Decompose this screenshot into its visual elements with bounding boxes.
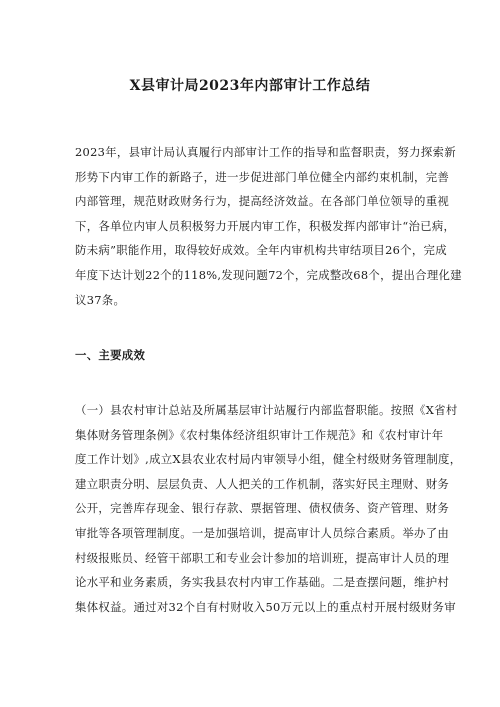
paragraph-line: 集体财务管理条例》《农村集体经济组织审计工作规范》和《农村审计年: [75, 427, 444, 442]
paragraph-line: （一）县农村审计总站及所属基层审计站履行内部监督职能。按照《X省村: [75, 403, 458, 417]
paragraph-line: 形势下内审工作的新路子，进一步促进部门单位健全内部约束机制，完善: [75, 169, 450, 184]
paragraph-line: 防未病”职能作用，取得较好成效。全年内审机构共审结项目26个，完成: [75, 243, 447, 258]
paragraph-line: 议37条。: [75, 292, 126, 307]
paragraph-line: 内部管理，规范财政财务行为，提高经济效益。在各部门单位领导的重视: [75, 194, 450, 209]
paragraph-line: 下，各单位内审人员积极努力开展内审工作，积极发挥内部审计“治已病，: [75, 218, 456, 233]
paragraph-line: 2023年，县审计局认真履行内部审计工作的指导和监督职责，努力探索新: [75, 145, 456, 159]
section-heading: 一、主要成效: [75, 348, 146, 362]
document-title: X县审计局2023年内部审计工作总结: [129, 78, 371, 94]
section1-paragraph: [75, 398, 462, 619]
paragraph-line: 建立职责分明、层层负责、人人把关的工作机制，落实好民主理财、财务: [75, 476, 450, 491]
paragraph-line: 集体权益。通过对32个自有村财收入50万元以上的重点村开展村级财务审: [75, 599, 456, 614]
paragraph-line: 审批等各项管理制度。一是加强培训，提高审计人员综合素质。举办了由: [75, 525, 450, 540]
paragraph-line: 年度下达计划22个的118%,发现问题72个，完成整改68个，提出合理化建: [75, 267, 462, 282]
paragraph-line: 村级报账员、经管干部职工和专业会计参加的培训班，提高审计人员的理: [75, 550, 450, 565]
paragraph-line: 度工作计划》,成立X县农业农村局内审领导小组，健全村级财务管理制度，: [75, 452, 462, 467]
paragraph-line: 论水平和业务素质，务实我县农村内审工作基础。二是查摆问题，维护村: [75, 575, 450, 590]
paragraph-line: 公开，完善库存现金、银行存款、票据管理、债权债务、资产管理、财务: [75, 501, 450, 516]
intro-paragraph: [75, 140, 462, 312]
